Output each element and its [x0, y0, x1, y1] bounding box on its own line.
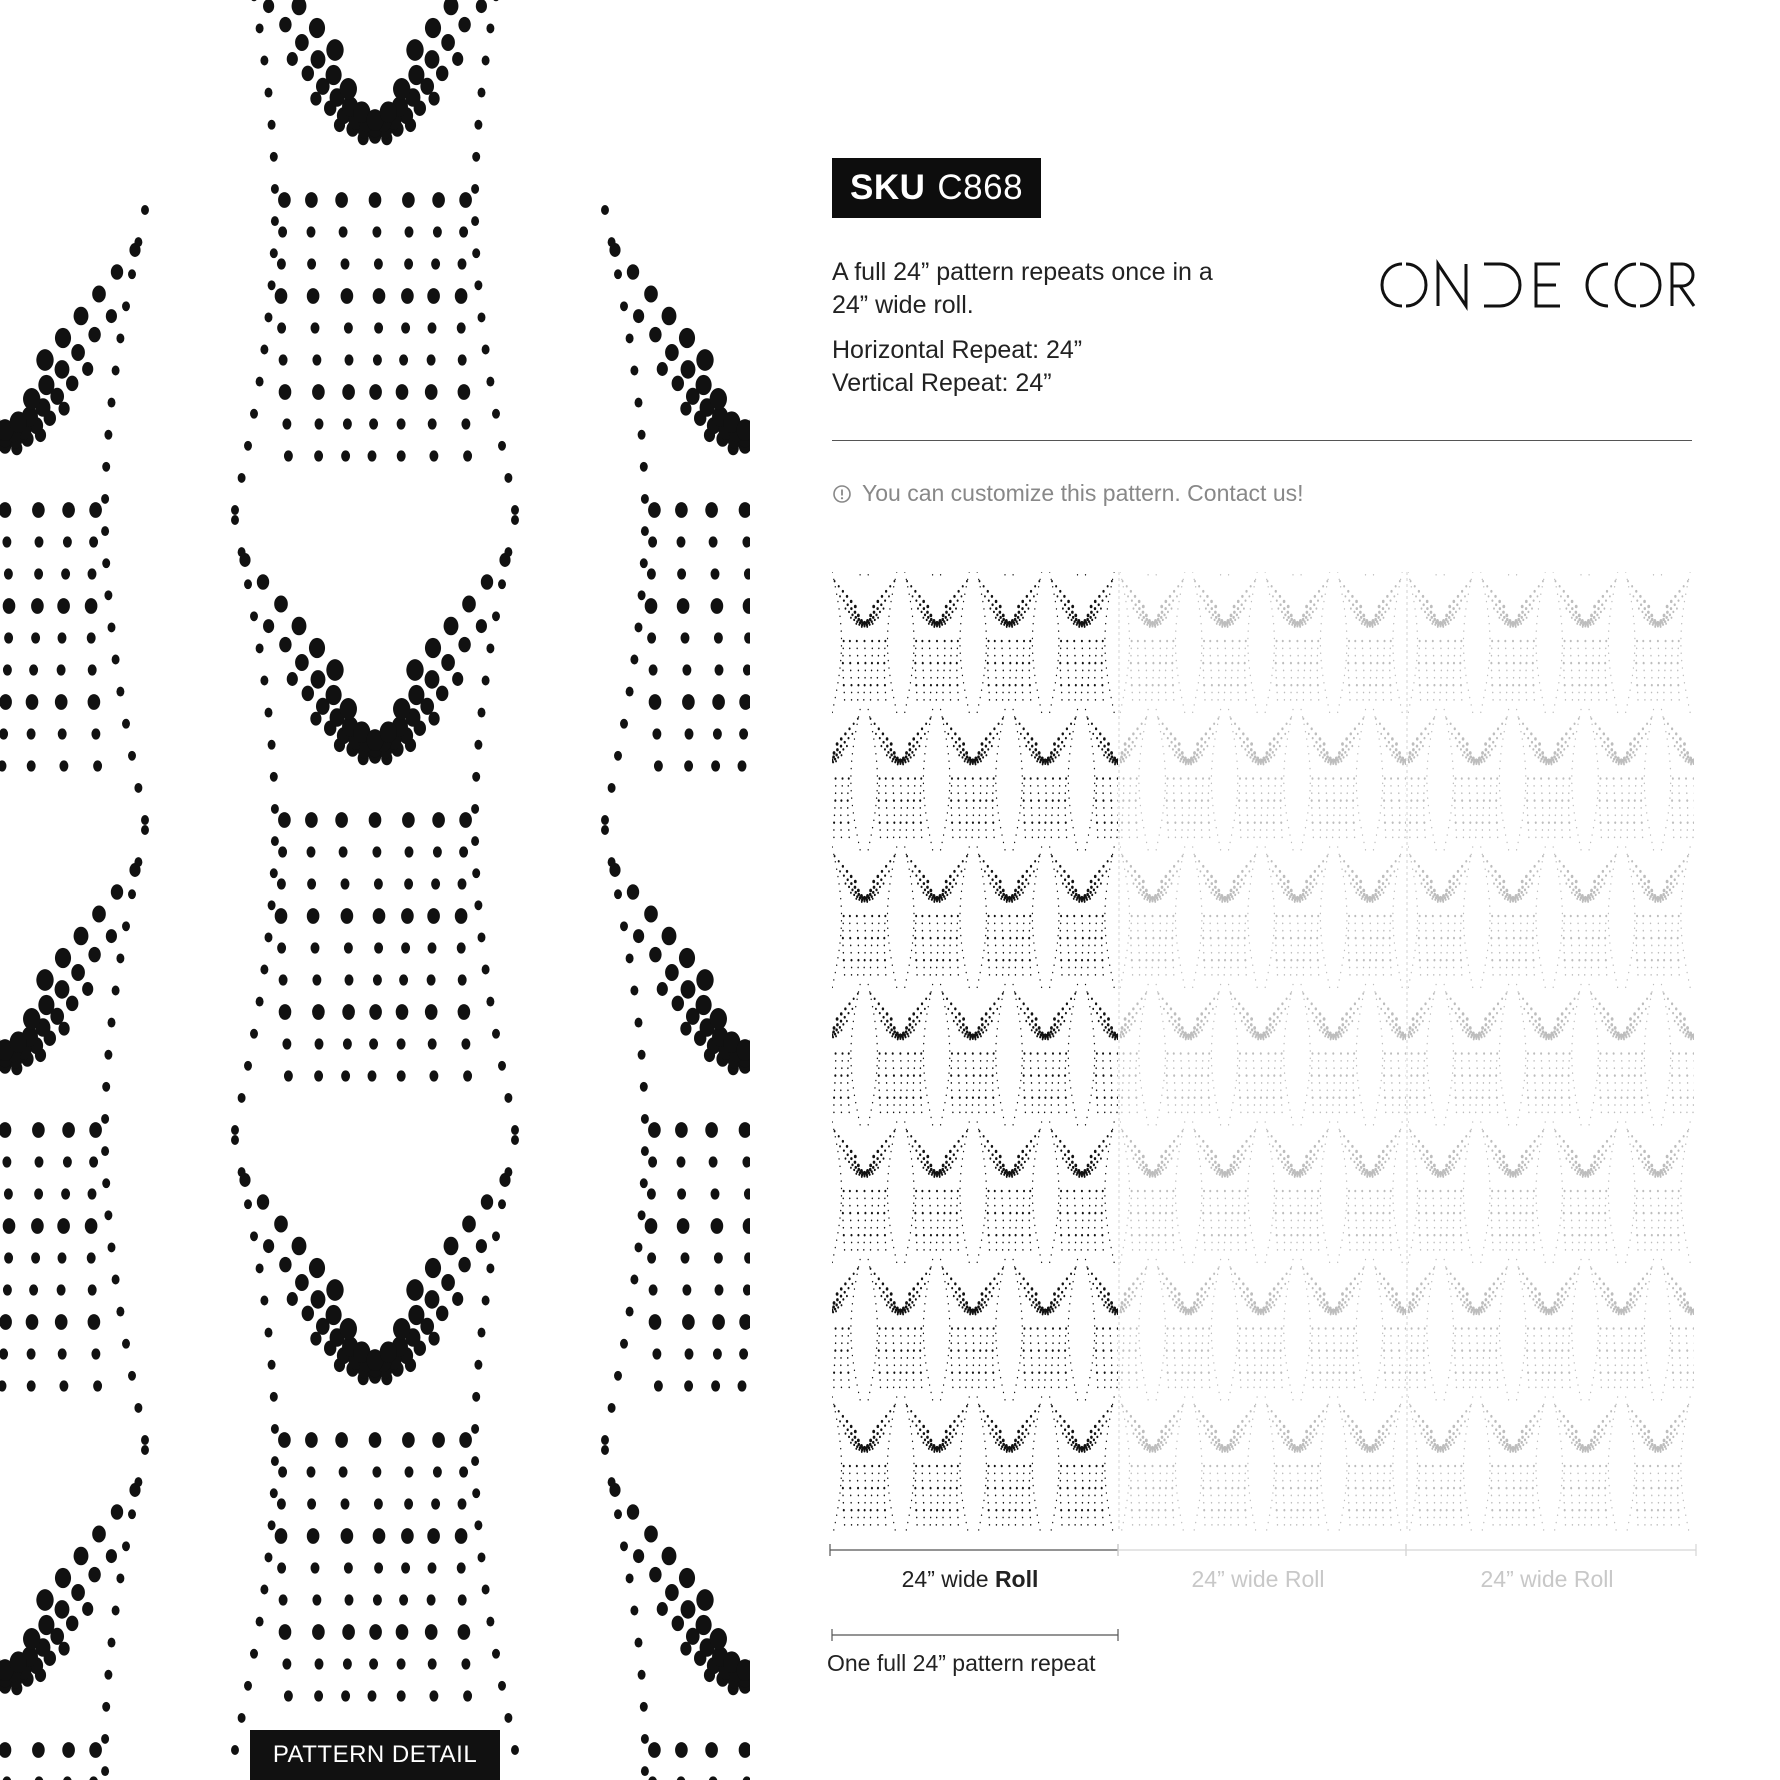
divider [832, 440, 1692, 441]
brand-name: ONDECOR [1376, 256, 1381, 257]
sku-label: SKU [850, 168, 925, 208]
roll-width-2: 24” wide [1192, 1566, 1279, 1592]
sku-code: C868 [937, 168, 1023, 208]
customize-notice[interactable] [832, 480, 1304, 507]
rolls-preview [830, 572, 1700, 1532]
roll-width-1: 24” wide [902, 1566, 989, 1592]
sku-badge [832, 158, 1041, 218]
pattern-detail-image [0, 0, 750, 1780]
roll-width-3: 24” wide [1481, 1566, 1568, 1592]
roll-label-3 [1403, 1566, 1691, 1593]
pattern-detail-label: PATTERN DETAIL [250, 1730, 500, 1780]
vertical-repeat: Vertical Repeat: 24” [832, 367, 1052, 400]
pattern-detail-panel [0, 0, 750, 1780]
roll-label-2 [1114, 1566, 1402, 1593]
customize-text: You can customize this pattern. Contact us! [862, 480, 1304, 507]
brand-logo [1376, 256, 1696, 314]
info-icon [832, 484, 852, 504]
roll-word-3: Roll [1574, 1566, 1614, 1592]
repeat-caption: One full 24” pattern repeat [827, 1650, 1096, 1677]
roll-word-1: Roll [995, 1566, 1038, 1592]
repeat-description: A full 24” pattern repeats once in a 24” wide roll. [832, 256, 1252, 322]
horizontal-repeat: Horizontal Repeat: 24” [832, 334, 1082, 367]
roll-label-1 [826, 1566, 1114, 1593]
roll-word-2: Roll [1285, 1566, 1325, 1592]
